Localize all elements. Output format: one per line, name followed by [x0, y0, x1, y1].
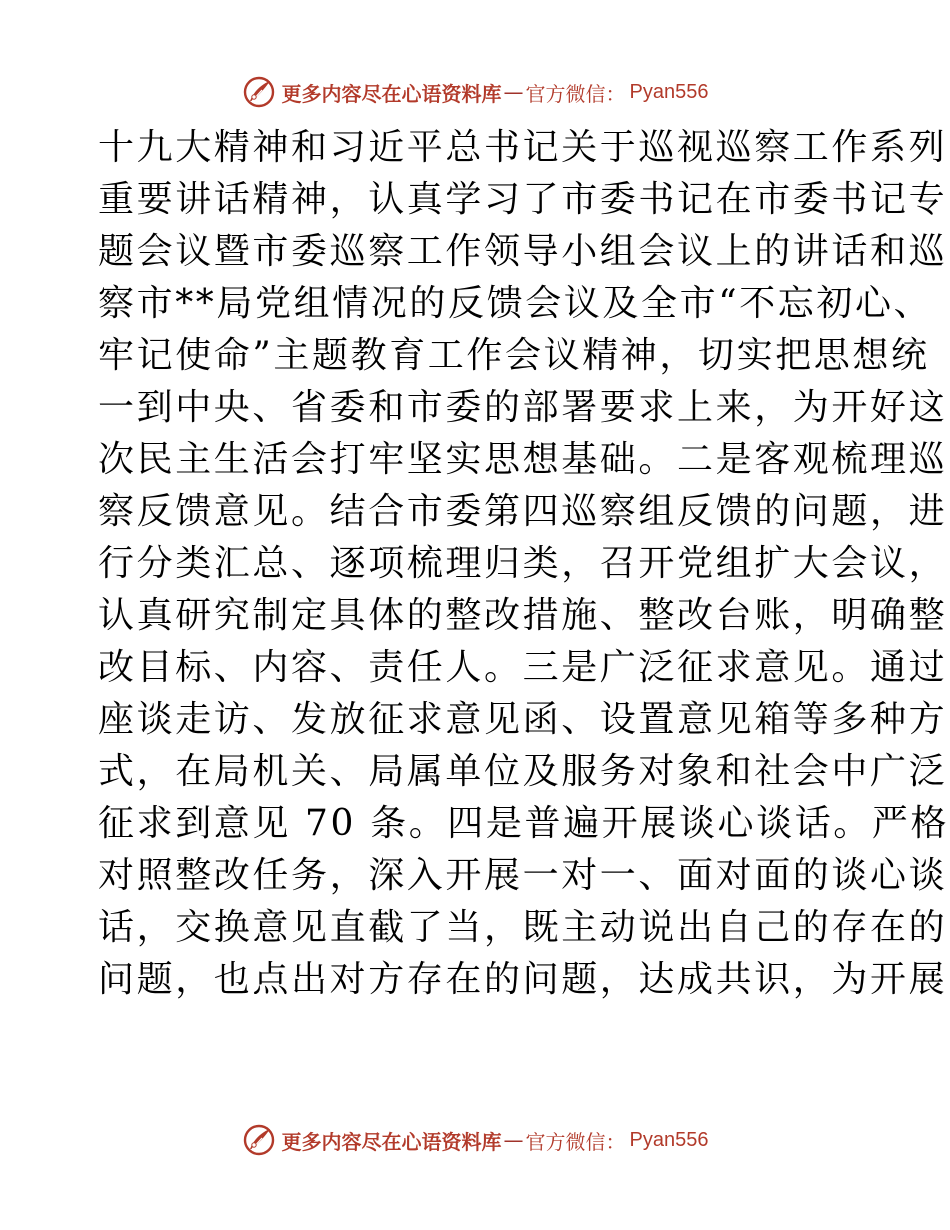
body-line: 牢记使命”主题教育工作会议精神，切实把思想统 — [98, 335, 930, 376]
document-body — [98, 122, 950, 1006]
body-line: 行分类汇总、逐项梳理归类，召开党组扩大会议， — [98, 543, 948, 584]
body-line: 话，交换意见直截了当，既主动说出自己的存在的 — [98, 907, 948, 948]
feather-pen-logo-icon — [242, 1123, 276, 1157]
footer-wechat-id: Pyan556 — [629, 1128, 709, 1151]
body-line: 问题，也点出对方存在的问题，达成共识，为开展 — [98, 959, 948, 1000]
header-promo-text: 更多内容尽在心语资料库 — [281, 81, 502, 106]
feather-pen-logo-icon — [242, 75, 276, 109]
footer-separator: — — [503, 1128, 524, 1152]
header-separator: — — [503, 80, 524, 104]
footer-official-label: 官方微信： — [525, 1129, 626, 1154]
footer-banner — [0, 1120, 950, 1160]
footer-promo-text: 更多内容尽在心语资料库 — [281, 1129, 502, 1154]
body-line: 重要讲话精神，认真学习了市委书记在市委书记专 — [98, 179, 948, 220]
body-line: 式，在局机关、局属单位及服务对象和社会中广泛 — [98, 751, 948, 792]
body-line: 改目标、内容、责任人。三是广泛征求意见。通过 — [98, 647, 948, 688]
body-line: 对照整改任务，深入开展一对一、面对面的谈心谈 — [98, 855, 948, 896]
header-banner — [0, 72, 950, 112]
body-line: 次民主生活会打牢坚实思想基础。二是客观梳理巡 — [98, 439, 948, 480]
body-line: 认真研究制定具体的整改措施、整改台账，明确整 — [98, 595, 948, 636]
header-wechat-id: Pyan556 — [629, 80, 709, 103]
body-line: 征求到意见 70 条。四是普遍开展谈心谈话。严格 — [98, 803, 950, 844]
body-line: 题会议暨市委巡察工作领导小组会议上的讲话和巡 — [98, 231, 948, 272]
body-line: 察市**局党组情况的反馈会议及全市“不忘初心、 — [98, 283, 933, 324]
header-official-label: 官方微信： — [525, 81, 626, 106]
body-line: 一到中央、省委和市委的部署要求上来，为开好这 — [98, 387, 948, 428]
body-line: 座谈走访、发放征求意见函、设置意见箱等多种方 — [98, 699, 948, 740]
body-line: 察反馈意见。结合市委第四巡察组反馈的问题，进 — [98, 491, 948, 532]
body-line: 十九大精神和习近平总书记关于巡视巡察工作系列 — [98, 127, 948, 168]
